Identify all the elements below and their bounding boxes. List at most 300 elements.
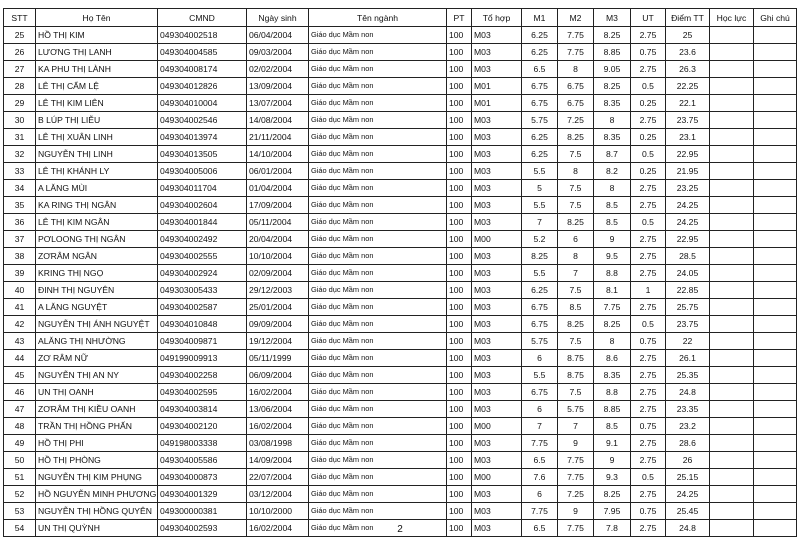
cell-ut: 2.75	[631, 180, 666, 197]
cell-m3: 7.8	[594, 520, 631, 537]
cell-major: Giáo dục Mầm non	[309, 231, 447, 248]
cell-m2: 7.5	[558, 146, 594, 163]
cell-full-name: KA RING THỊ NGÂN	[36, 197, 158, 214]
cell-m1: 6.25	[522, 27, 558, 44]
page-number: 2	[397, 524, 403, 535]
cell-stt: 52	[4, 486, 36, 503]
cell-pt: 100	[447, 44, 472, 61]
cell-ut: 2.75	[631, 452, 666, 469]
cell-full-name: B LÚP THỊ LIỄU	[36, 112, 158, 129]
cell-m1: 6.25	[522, 129, 558, 146]
cell-note	[754, 384, 797, 401]
cell-pt: 100	[447, 418, 472, 435]
cell-full-name: NGUYỄN THỊ AN NY	[36, 367, 158, 384]
cell-major: Giáo dục Mầm non	[309, 163, 447, 180]
cell-academic-rank	[710, 265, 754, 282]
cell-m1: 5.2	[522, 231, 558, 248]
table-row	[4, 214, 797, 231]
cell-major: Giáo dục Mầm non	[309, 27, 447, 44]
cell-full-name: NGUYỄN THỊ LINH	[36, 146, 158, 163]
header-hoc-luc: Học lực	[710, 9, 754, 27]
cell-m2: 6.75	[558, 95, 594, 112]
cell-m3: 8.5	[594, 214, 631, 231]
table-row	[4, 299, 797, 316]
cell-ut: 0.75	[631, 333, 666, 350]
cell-total-score: 22	[666, 333, 710, 350]
cell-birth-date: 20/04/2004	[247, 231, 309, 248]
cell-academic-rank	[710, 146, 754, 163]
cell-note	[754, 180, 797, 197]
cell-m1: 5.5	[522, 163, 558, 180]
cell-subject-group: M03	[472, 503, 522, 520]
cell-subject-group: M01	[472, 78, 522, 95]
cell-full-name: TRẦN THỊ HỒNG PHẤN	[36, 418, 158, 435]
cell-subject-group: M03	[472, 180, 522, 197]
cell-pt: 100	[447, 248, 472, 265]
cell-m2: 7.75	[558, 520, 594, 537]
cell-major: Giáo dục Mầm non	[309, 95, 447, 112]
table-row	[4, 231, 797, 248]
cell-m2: 7.75	[558, 27, 594, 44]
cell-birth-date: 14/10/2004	[247, 146, 309, 163]
cell-m1: 6.75	[522, 316, 558, 333]
cell-m1: 7	[522, 418, 558, 435]
cell-stt: 41	[4, 299, 36, 316]
cell-subject-group: M03	[472, 214, 522, 231]
cell-total-score: 28.5	[666, 248, 710, 265]
cell-id-number: 049304002258	[158, 367, 247, 384]
cell-m1: 7	[522, 214, 558, 231]
cell-id-number: 049199009913	[158, 350, 247, 367]
cell-academic-rank	[710, 316, 754, 333]
cell-id-number: 049304010848	[158, 316, 247, 333]
cell-m1: 7.75	[522, 435, 558, 452]
table-row	[4, 503, 797, 520]
cell-subject-group: M03	[472, 129, 522, 146]
table-row	[4, 265, 797, 282]
cell-m1: 6.75	[522, 78, 558, 95]
cell-birth-date: 17/09/2004	[247, 197, 309, 214]
cell-major: Giáo dục Mầm non	[309, 180, 447, 197]
cell-total-score: 24.05	[666, 265, 710, 282]
cell-major: Giáo dục Mầm non	[309, 350, 447, 367]
cell-m3: 8.85	[594, 401, 631, 418]
cell-m1: 6.25	[522, 146, 558, 163]
cell-m3: 8	[594, 180, 631, 197]
table-row	[4, 180, 797, 197]
table-header-row	[4, 9, 797, 27]
cell-subject-group: M03	[472, 384, 522, 401]
cell-note	[754, 486, 797, 503]
cell-total-score: 24.25	[666, 197, 710, 214]
cell-stt: 48	[4, 418, 36, 435]
table-row	[4, 367, 797, 384]
cell-stt: 32	[4, 146, 36, 163]
cell-birth-date: 06/04/2004	[247, 27, 309, 44]
cell-birth-date: 06/09/2004	[247, 367, 309, 384]
cell-note	[754, 231, 797, 248]
cell-ut: 0.5	[631, 469, 666, 486]
cell-ut: 0.75	[631, 503, 666, 520]
cell-m2: 7	[558, 418, 594, 435]
cell-birth-date: 29/12/2003	[247, 282, 309, 299]
cell-m3: 8.6	[594, 350, 631, 367]
cell-major: Giáo dục Mầm non	[309, 299, 447, 316]
cell-stt: 44	[4, 350, 36, 367]
cell-academic-rank	[710, 435, 754, 452]
cell-total-score: 25.35	[666, 367, 710, 384]
cell-ut: 2.75	[631, 265, 666, 282]
cell-stt: 39	[4, 265, 36, 282]
cell-ut: 0.75	[631, 44, 666, 61]
cell-m3: 8.35	[594, 129, 631, 146]
cell-id-number: 049304002924	[158, 265, 247, 282]
cell-full-name: ĐINH THỊ NGUYÊN	[36, 282, 158, 299]
cell-m3: 8.8	[594, 384, 631, 401]
cell-academic-rank	[710, 163, 754, 180]
cell-note	[754, 469, 797, 486]
header-ut: UT	[631, 9, 666, 27]
cell-full-name: NGUYỄN THỊ KIM PHỤNG	[36, 469, 158, 486]
cell-total-score: 22.1	[666, 95, 710, 112]
cell-birth-date: 06/01/2004	[247, 163, 309, 180]
header-cmnd: CMND	[158, 9, 247, 27]
cell-birth-date: 14/09/2004	[247, 452, 309, 469]
cell-id-number: 049304002546	[158, 112, 247, 129]
cell-academic-rank	[710, 384, 754, 401]
cell-ut: 2.75	[631, 248, 666, 265]
cell-stt: 26	[4, 44, 36, 61]
cell-id-number: 049304002593	[158, 520, 247, 537]
cell-note	[754, 214, 797, 231]
cell-total-score: 26.1	[666, 350, 710, 367]
cell-m2: 9	[558, 435, 594, 452]
cell-note	[754, 452, 797, 469]
cell-note	[754, 316, 797, 333]
cell-note	[754, 163, 797, 180]
cell-stt: 50	[4, 452, 36, 469]
cell-full-name: HỒ THỊ PHI	[36, 435, 158, 452]
cell-m1: 8.25	[522, 248, 558, 265]
cell-academic-rank	[710, 231, 754, 248]
cell-pt: 100	[447, 112, 472, 129]
cell-full-name: KRING THỊ NGỌ	[36, 265, 158, 282]
cell-m2: 8.75	[558, 367, 594, 384]
cell-pt: 100	[447, 299, 472, 316]
cell-total-score: 26	[666, 452, 710, 469]
cell-ut: 2.75	[631, 112, 666, 129]
cell-birth-date: 02/09/2004	[247, 265, 309, 282]
cell-major: Giáo dục Mầm non	[309, 333, 447, 350]
cell-academic-rank	[710, 503, 754, 520]
cell-academic-rank	[710, 282, 754, 299]
cell-m1: 5.75	[522, 112, 558, 129]
cell-subject-group: M03	[472, 435, 522, 452]
cell-pt: 100	[447, 333, 472, 350]
cell-stt: 30	[4, 112, 36, 129]
cell-stt: 35	[4, 197, 36, 214]
cell-pt: 100	[447, 27, 472, 44]
cell-m2: 7.5	[558, 384, 594, 401]
cell-full-name: LÊ THỊ KIM NGÂN	[36, 214, 158, 231]
cell-subject-group: M03	[472, 112, 522, 129]
cell-note	[754, 248, 797, 265]
cell-note	[754, 27, 797, 44]
cell-total-score: 25.45	[666, 503, 710, 520]
cell-birth-date: 21/11/2004	[247, 129, 309, 146]
table-row	[4, 248, 797, 265]
header-ghi-chu: Ghi chú	[754, 9, 797, 27]
cell-academic-rank	[710, 418, 754, 435]
cell-m1: 5.75	[522, 333, 558, 350]
cell-stt: 28	[4, 78, 36, 95]
cell-full-name: KA PHU THỊ LÀNH	[36, 61, 158, 78]
cell-note	[754, 350, 797, 367]
cell-m3: 9	[594, 452, 631, 469]
cell-m2: 7.5	[558, 197, 594, 214]
cell-full-name: LÊ THỊ KIM LIÊN	[36, 95, 158, 112]
cell-m1: 6.75	[522, 299, 558, 316]
cell-note	[754, 61, 797, 78]
cell-subject-group: M03	[472, 248, 522, 265]
cell-note	[754, 44, 797, 61]
table-row	[4, 384, 797, 401]
table-row	[4, 486, 797, 503]
cell-major: Giáo dục Mầm non	[309, 44, 447, 61]
table-row	[4, 146, 797, 163]
cell-total-score: 23.75	[666, 316, 710, 333]
cell-m1: 5	[522, 180, 558, 197]
cell-full-name: LÊ THỊ CẨM LỆ	[36, 78, 158, 95]
cell-pt: 100	[447, 401, 472, 418]
cell-note	[754, 197, 797, 214]
cell-m2: 8.75	[558, 350, 594, 367]
cell-subject-group: M03	[472, 367, 522, 384]
cell-id-number: 049304001329	[158, 486, 247, 503]
table-row	[4, 469, 797, 486]
cell-birth-date: 13/07/2004	[247, 95, 309, 112]
cell-birth-date: 16/02/2004	[247, 384, 309, 401]
cell-m3: 8.25	[594, 27, 631, 44]
cell-total-score: 23.75	[666, 112, 710, 129]
cell-m1: 6.25	[522, 282, 558, 299]
cell-stt: 46	[4, 384, 36, 401]
cell-m3: 8.8	[594, 265, 631, 282]
cell-total-score: 23.35	[666, 401, 710, 418]
cell-major: Giáo dục Mầm non	[309, 146, 447, 163]
table-row	[4, 129, 797, 146]
cell-academic-rank	[710, 469, 754, 486]
cell-subject-group: M03	[472, 282, 522, 299]
cell-id-number: 049304005586	[158, 452, 247, 469]
cell-m2: 8.25	[558, 129, 594, 146]
cell-m3: 8.5	[594, 197, 631, 214]
cell-subject-group: M03	[472, 333, 522, 350]
cell-ut: 0.5	[631, 146, 666, 163]
cell-m2: 7.75	[558, 452, 594, 469]
cell-academic-rank	[710, 129, 754, 146]
cell-major: Giáo dục Mầm non	[309, 112, 447, 129]
cell-full-name: LÊ THỊ XUÂN LINH	[36, 129, 158, 146]
cell-full-name: A LĂNG NGUYỆT	[36, 299, 158, 316]
cell-m2: 8.5	[558, 299, 594, 316]
cell-id-number: 049304002604	[158, 197, 247, 214]
cell-pt: 100	[447, 129, 472, 146]
cell-birth-date: 09/09/2004	[247, 316, 309, 333]
cell-m2: 6.75	[558, 78, 594, 95]
cell-ut: 2.75	[631, 231, 666, 248]
cell-major: Giáo dục Mầm non	[309, 452, 447, 469]
header-ngay-sinh: Ngày sinh	[247, 9, 309, 27]
cell-m3: 9.1	[594, 435, 631, 452]
cell-note	[754, 435, 797, 452]
cell-note	[754, 503, 797, 520]
cell-stt: 53	[4, 503, 36, 520]
cell-note	[754, 78, 797, 95]
table-row	[4, 197, 797, 214]
cell-pt: 100	[447, 61, 472, 78]
cell-stt: 38	[4, 248, 36, 265]
cell-birth-date: 25/01/2004	[247, 299, 309, 316]
cell-note	[754, 129, 797, 146]
cell-stt: 25	[4, 27, 36, 44]
cell-m1: 5.5	[522, 367, 558, 384]
cell-note	[754, 367, 797, 384]
cell-full-name: PƠLOONG THỊ NGÂN	[36, 231, 158, 248]
cell-m3: 8.1	[594, 282, 631, 299]
cell-birth-date: 10/10/2000	[247, 503, 309, 520]
cell-m2: 7.75	[558, 469, 594, 486]
cell-m2: 7.5	[558, 180, 594, 197]
cell-academic-rank	[710, 61, 754, 78]
table-row	[4, 350, 797, 367]
header-m3: M3	[594, 9, 631, 27]
table-row	[4, 282, 797, 299]
cell-m3: 8.25	[594, 316, 631, 333]
cell-m2: 6	[558, 231, 594, 248]
cell-ut: 0.25	[631, 163, 666, 180]
cell-full-name: ALĂNG THỊ NHƯỜNG	[36, 333, 158, 350]
cell-major: Giáo dục Mầm non	[309, 214, 447, 231]
cell-id-number: 049303005433	[158, 282, 247, 299]
cell-pt: 100	[447, 214, 472, 231]
cell-full-name: LƯƠNG THỊ LANH	[36, 44, 158, 61]
cell-pt: 100	[447, 231, 472, 248]
cell-m3: 8	[594, 112, 631, 129]
cell-m3: 9	[594, 231, 631, 248]
cell-subject-group: M03	[472, 486, 522, 503]
cell-m2: 7.25	[558, 486, 594, 503]
cell-m3: 7.75	[594, 299, 631, 316]
cell-academic-rank	[710, 248, 754, 265]
cell-stt: 37	[4, 231, 36, 248]
cell-m1: 7.6	[522, 469, 558, 486]
table-row	[4, 418, 797, 435]
cell-academic-rank	[710, 27, 754, 44]
cell-birth-date: 05/11/1999	[247, 350, 309, 367]
cell-subject-group: M03	[472, 197, 522, 214]
cell-birth-date: 03/12/2004	[247, 486, 309, 503]
cell-full-name: A LĂNG MÙI	[36, 180, 158, 197]
cell-m1: 6.5	[522, 452, 558, 469]
cell-full-name: UN THỊ OANH	[36, 384, 158, 401]
table-row	[4, 316, 797, 333]
cell-major: Giáo dục Mầm non	[309, 367, 447, 384]
cell-full-name: NGUYỄN THỊ HỒNG QUYÊN	[36, 503, 158, 520]
cell-subject-group: M01	[472, 95, 522, 112]
cell-total-score: 22.25	[666, 78, 710, 95]
table-row	[4, 401, 797, 418]
cell-ut: 2.75	[631, 61, 666, 78]
cell-pt: 100	[447, 435, 472, 452]
cell-id-number: 049304002518	[158, 27, 247, 44]
cell-stt: 27	[4, 61, 36, 78]
cell-academic-rank	[710, 350, 754, 367]
cell-ut: 2.75	[631, 299, 666, 316]
cell-pt: 100	[447, 265, 472, 282]
cell-major: Giáo dục Mầm non	[309, 316, 447, 333]
cell-id-number: 049304012826	[158, 78, 247, 95]
cell-subject-group: M03	[472, 299, 522, 316]
cell-academic-rank	[710, 401, 754, 418]
cell-id-number: 049304005006	[158, 163, 247, 180]
cell-id-number: 049198003338	[158, 435, 247, 452]
cell-ut: 2.75	[631, 401, 666, 418]
cell-birth-date: 13/09/2004	[247, 78, 309, 95]
table-row	[4, 95, 797, 112]
table-row	[4, 163, 797, 180]
cell-note	[754, 112, 797, 129]
cell-id-number: 049304002555	[158, 248, 247, 265]
cell-stt: 31	[4, 129, 36, 146]
cell-full-name: ZƠ RÂM NỮ	[36, 350, 158, 367]
cell-subject-group: M00	[472, 418, 522, 435]
cell-academic-rank	[710, 299, 754, 316]
cell-full-name: LÊ THỊ KHÁNH LY	[36, 163, 158, 180]
cell-subject-group: M03	[472, 27, 522, 44]
table-row	[4, 112, 797, 129]
cell-m3: 9.3	[594, 469, 631, 486]
cell-birth-date: 09/03/2004	[247, 44, 309, 61]
cell-m1: 6.5	[522, 520, 558, 537]
cell-m2: 9	[558, 503, 594, 520]
cell-ut: 0.5	[631, 78, 666, 95]
cell-full-name: HỒ THỊ PHÒNG	[36, 452, 158, 469]
header-m1: M1	[522, 9, 558, 27]
cell-m3: 8.85	[594, 44, 631, 61]
cell-note	[754, 282, 797, 299]
cell-pt: 100	[447, 367, 472, 384]
cell-ut: 0.25	[631, 95, 666, 112]
header-diem-tt: Điểm TT	[666, 9, 710, 27]
cell-m1: 6	[522, 486, 558, 503]
cell-full-name: HỒ THỊ KIM	[36, 27, 158, 44]
cell-m2: 7	[558, 265, 594, 282]
cell-birth-date: 05/11/2004	[247, 214, 309, 231]
cell-academic-rank	[710, 214, 754, 231]
cell-m2: 7.75	[558, 44, 594, 61]
cell-m2: 8.25	[558, 214, 594, 231]
cell-major: Giáo dục Mầm non	[309, 418, 447, 435]
cell-m1: 6.75	[522, 384, 558, 401]
cell-m3: 8	[594, 333, 631, 350]
cell-pt: 100	[447, 197, 472, 214]
cell-pt: 100	[447, 146, 472, 163]
cell-subject-group: M00	[472, 469, 522, 486]
cell-m3: 8.5	[594, 418, 631, 435]
cell-academic-rank	[710, 452, 754, 469]
cell-academic-rank	[710, 197, 754, 214]
